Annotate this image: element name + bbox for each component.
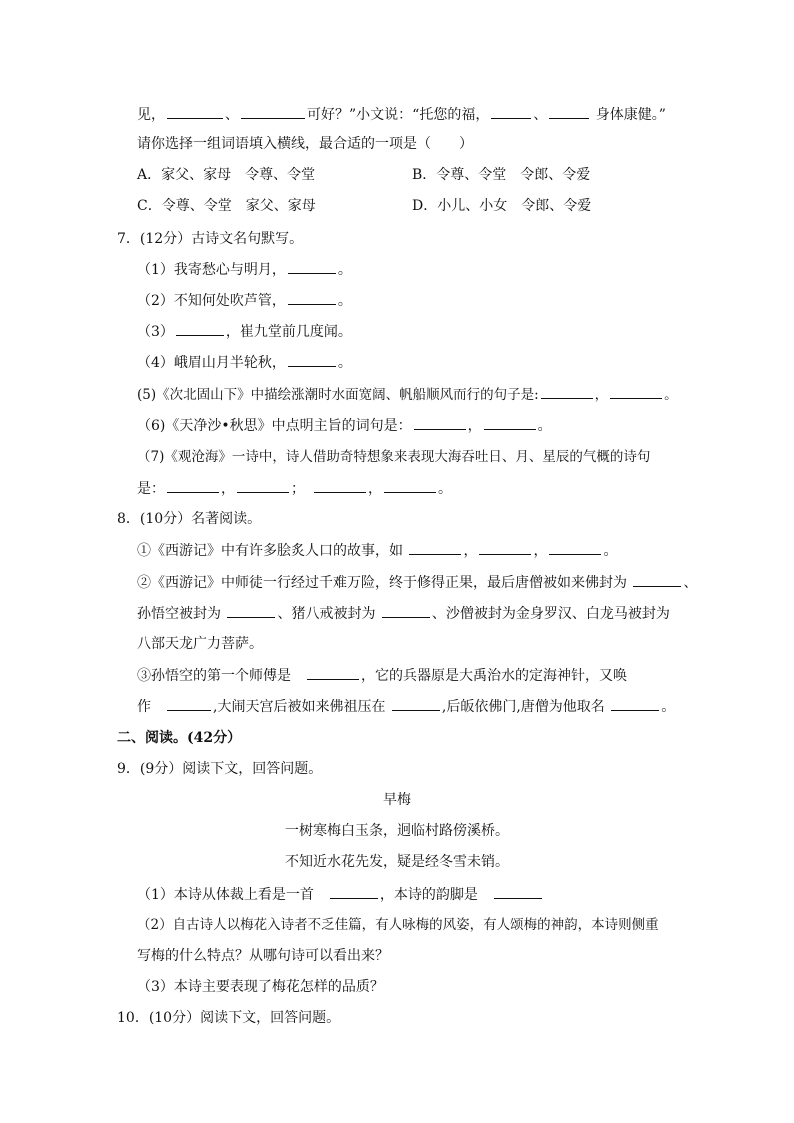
q8-item-2: ②《西游记》中师徒一行经过千难万险，终于修得正果，最后唐僧被如来佛封为 、 bbox=[137, 572, 697, 593]
answer-blank[interactable] bbox=[409, 540, 461, 555]
q8-item-text: 、猪八戒被封为 bbox=[277, 606, 376, 622]
q7-item-7: （7)《观沧海》一诗中，诗人借助奇特想象来表现大海吞吐日、月、星辰的气概的诗句 bbox=[137, 449, 651, 465]
poem-title: 早梅 bbox=[383, 792, 411, 808]
q8-item-text: ②《西游记》中师徒一行经过千难万险，终于修得正果，最后唐僧被如来佛封为 bbox=[137, 575, 627, 591]
answer-blank[interactable] bbox=[167, 696, 211, 711]
answer-blank[interactable] bbox=[176, 321, 224, 336]
answer-blank[interactable] bbox=[167, 104, 223, 119]
poem-line: 一树寒梅白玉条，迥临村路傍溪桥。 bbox=[285, 823, 509, 839]
answer-blank[interactable] bbox=[241, 104, 305, 119]
answer-blank[interactable] bbox=[611, 696, 659, 711]
q9-sub-2-line2: 写梅的什么特点？从哪句诗可以看出来？ bbox=[137, 948, 389, 964]
q7-item-tail: 。 bbox=[337, 293, 352, 309]
q7-item-2 bbox=[137, 290, 352, 311]
q8-item-2-line3: 八部天龙广力菩萨。 bbox=[137, 636, 263, 652]
q9-item-text: ，本诗的韵脚是 bbox=[379, 887, 478, 903]
q7-item-3 bbox=[137, 321, 352, 342]
q6-text-a: 见， bbox=[137, 107, 165, 123]
q7-item-tail: 。 bbox=[337, 262, 352, 278]
q7-item-text: （6)《天净沙•秋思》中点明主旨的词句是： bbox=[137, 418, 412, 434]
q7-item-1 bbox=[137, 259, 352, 280]
answer-blank[interactable] bbox=[288, 259, 336, 274]
answer-blank[interactable] bbox=[288, 290, 336, 305]
answer-blank[interactable] bbox=[167, 478, 219, 493]
q7-item-tail: ，崔九堂前几度闻。 bbox=[225, 324, 352, 340]
answer-blank[interactable] bbox=[288, 352, 336, 367]
answer-blank[interactable] bbox=[610, 384, 662, 399]
answer-blank[interactable] bbox=[382, 603, 430, 618]
answer-blank[interactable] bbox=[549, 104, 589, 119]
q7-item-text: （3） bbox=[137, 324, 174, 340]
q6-option-c[interactable]: C．令尊、令堂 家父、家母 bbox=[137, 198, 316, 214]
q7-item-5: (5)《次北固山下》中描绘涨潮时水面宽阔、帆船顺风而行的句子是: ， 。 bbox=[137, 384, 678, 405]
answer-blank[interactable] bbox=[549, 540, 601, 555]
q9-sub-3: （3）本诗主要表现了梅花怎样的品质？ bbox=[137, 979, 384, 995]
q8-item-1: ①《西游记》中有许多脍炙人口的故事，如 ， ， 。 bbox=[137, 540, 617, 561]
q6-line1 bbox=[137, 104, 666, 125]
q8-header: 8．(10分）名著阅读。 bbox=[117, 511, 262, 527]
q7-item-text: 是： bbox=[137, 481, 165, 497]
q9-sub-1 bbox=[137, 884, 544, 905]
answer-blank[interactable] bbox=[414, 415, 466, 430]
answer-blank[interactable] bbox=[314, 478, 366, 493]
answer-blank[interactable] bbox=[330, 884, 378, 899]
q8-item-text: ,大闹天宫后被如来佛祖压在 bbox=[213, 699, 386, 715]
q6-text-b: 、 bbox=[225, 107, 239, 123]
q6-option-a[interactable]: A．家父、家母 令尊、令堂 bbox=[137, 167, 316, 183]
q7-item-text: （1）我寄愁心与明月， bbox=[137, 262, 286, 278]
answer-blank[interactable] bbox=[541, 384, 593, 399]
q6-text-d: 、 bbox=[533, 107, 548, 123]
q6-option-b[interactable]: B．令尊、令堂 令郎、令爱 bbox=[412, 167, 591, 183]
q8-item-3-line2: 作 ,大闹天宫后被如来佛祖压在 ,后皈依佛门,唐僧为他取名 。 bbox=[137, 696, 675, 717]
answer-blank[interactable] bbox=[227, 603, 275, 618]
q10-header: 10．(10分）阅读下文，回答问题。 bbox=[117, 1010, 341, 1026]
answer-blank[interactable] bbox=[384, 478, 436, 493]
q9-sub-2: （2）自古诗人以梅花入诗者不乏佳篇，有人咏梅的风姿，有人颂梅的神韵，本诗则侧重 bbox=[137, 917, 659, 933]
answer-blank[interactable] bbox=[484, 415, 536, 430]
q9-item-text: （1）本诗从体裁上看是一首 bbox=[137, 887, 328, 903]
q8-item-2-line2 bbox=[137, 603, 670, 624]
q6-text-e: 身体康健。” bbox=[591, 107, 666, 123]
answer-blank[interactable] bbox=[494, 884, 542, 899]
q6-instruction: 请你选择一组词语填入横线，最合适的一项是（ ） bbox=[137, 136, 473, 152]
answer-blank[interactable] bbox=[633, 572, 681, 587]
q8-item-text: 孙悟空被封为 bbox=[137, 606, 221, 622]
q7-item-text: (5)《次北固山下》中描绘涨潮时水面宽阔、帆船顺风而行的句子是: bbox=[137, 387, 539, 403]
q8-item-text: 作 bbox=[137, 699, 151, 715]
q7-item-text: （2）不知何处吹芦管， bbox=[137, 293, 286, 309]
q6-option-d[interactable]: D．小儿、小女 令郎、令爱 bbox=[412, 198, 592, 214]
q6-text-c: 可好？”小文说：“托您的福， bbox=[307, 107, 490, 123]
answer-blank[interactable] bbox=[491, 104, 531, 119]
answer-blank[interactable] bbox=[237, 478, 289, 493]
q8-item-text: ③孙悟空的第一个师傅是 bbox=[137, 668, 291, 684]
q7-item-tail: 。 bbox=[337, 355, 352, 371]
q7-item-7-answer: 是： ， ； ， 。 bbox=[137, 478, 452, 499]
answer-blank[interactable] bbox=[307, 665, 359, 680]
q8-item-text: 、沙僧被封为金身罗汉、白龙马被封为 bbox=[431, 606, 670, 622]
q8-item-3 bbox=[137, 665, 627, 686]
q7-item-4 bbox=[137, 352, 352, 373]
q9-header: 9．(9分）阅读下文，回答问题。 bbox=[117, 761, 323, 777]
q8-item-text: ，它的兵器原是大禹治水的定海神针，又唤 bbox=[361, 668, 627, 684]
answer-blank[interactable] bbox=[479, 540, 531, 555]
poem-line: 不知近水花先发，疑是经冬雪未销。 bbox=[285, 854, 509, 870]
q8-item-text: ,后皈依佛门,唐僧为他取名 bbox=[441, 699, 605, 715]
answer-blank[interactable] bbox=[392, 696, 440, 711]
q7-header: 7．(12分）古诗文名句默写。 bbox=[117, 231, 304, 247]
section-heading: 二、阅读。(42分） bbox=[117, 730, 242, 746]
q8-item-text: ①《西游记》中有许多脍炙人口的故事，如 bbox=[137, 543, 403, 559]
q7-item-text: （4）峨眉山月半轮秋， bbox=[137, 355, 286, 371]
q7-item-6: （6)《天净沙•秋思》中点明主旨的词句是： ， 。 bbox=[137, 415, 552, 436]
